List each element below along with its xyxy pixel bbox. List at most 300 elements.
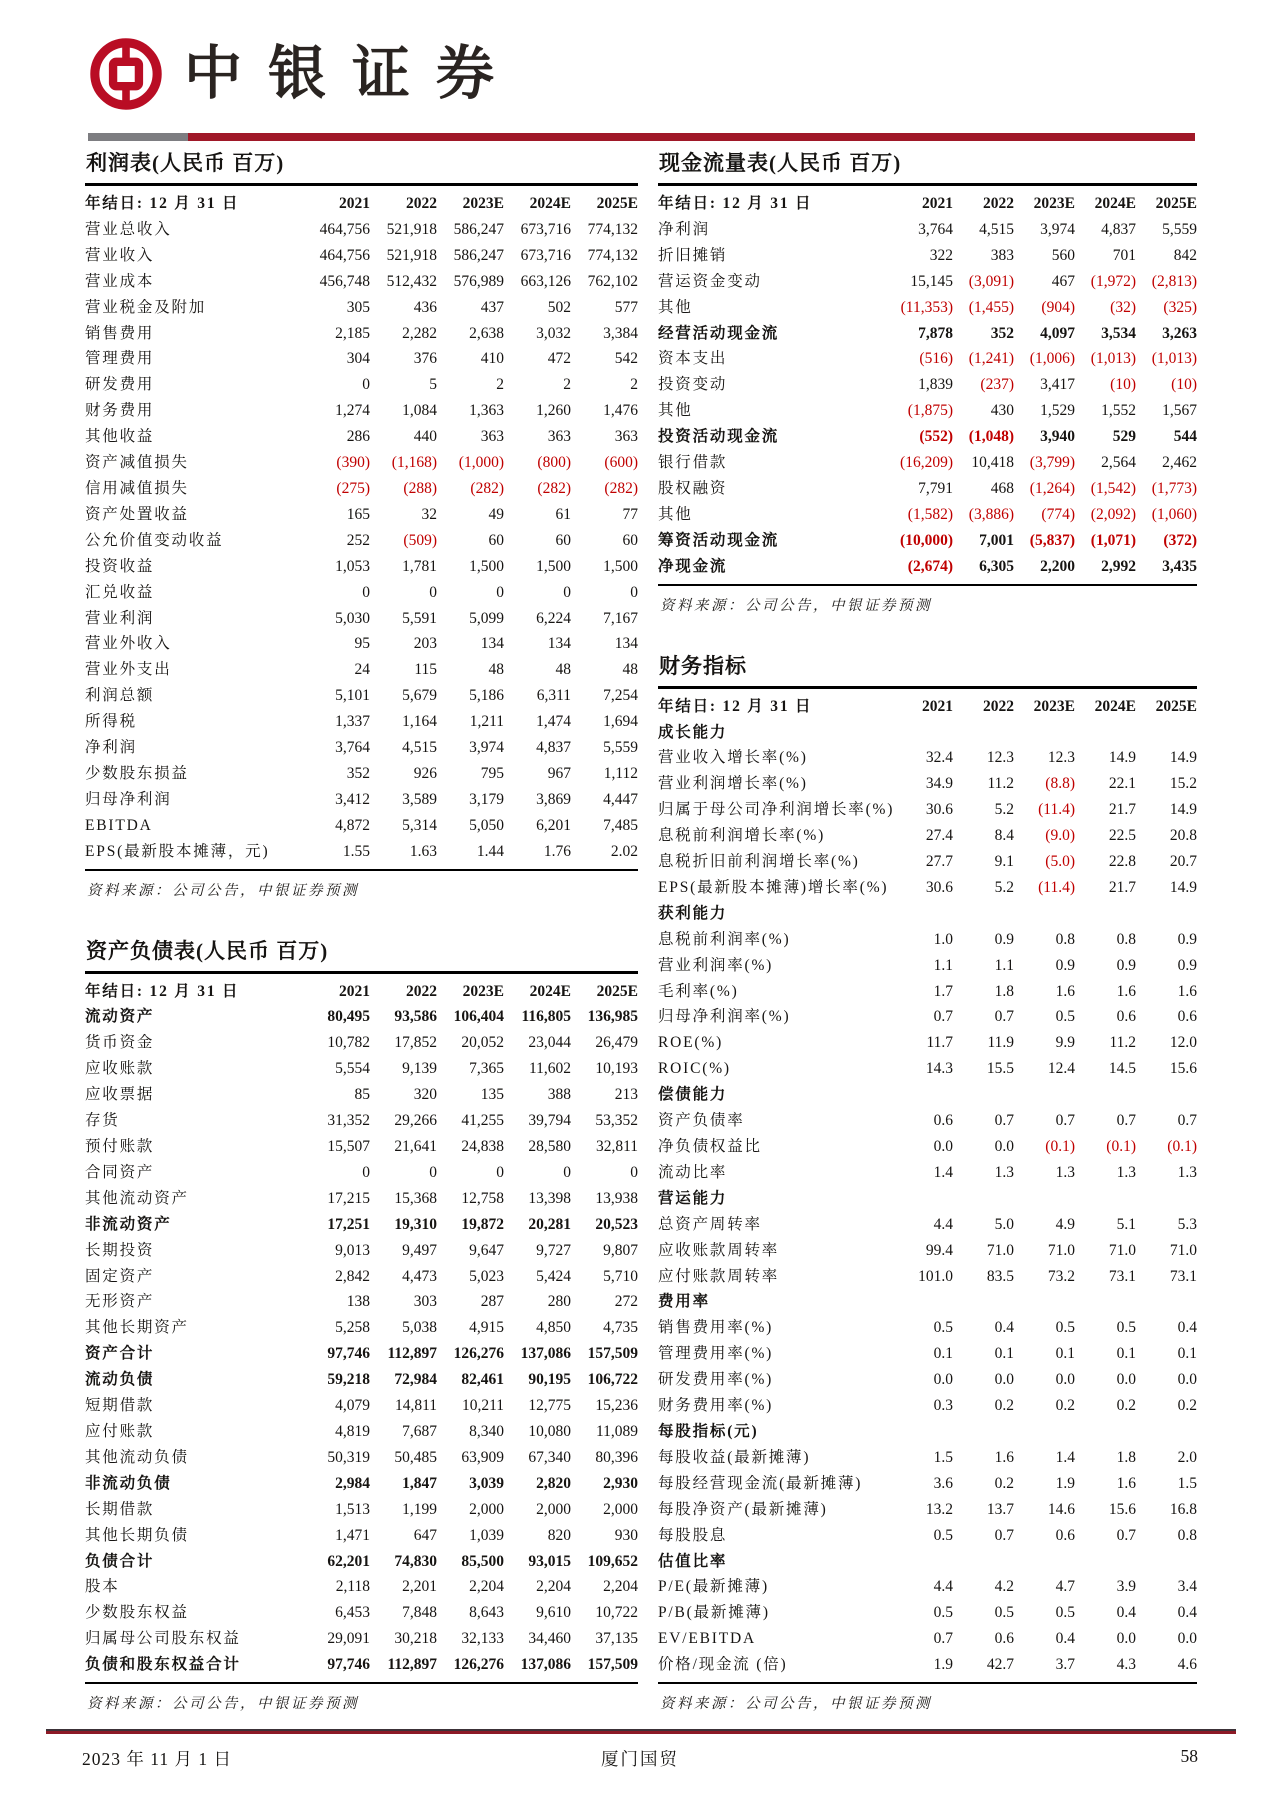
cell-value: 41,255 bbox=[461, 1112, 504, 1130]
cell-value: (10) bbox=[1171, 376, 1197, 394]
cell-value: 0.0 bbox=[1177, 1371, 1197, 1389]
cell-value: 1,199 bbox=[402, 1500, 437, 1518]
cell-value: 8.4 bbox=[994, 827, 1014, 845]
cell-value: 80,495 bbox=[327, 1008, 370, 1026]
cell-value: 2,984 bbox=[335, 1474, 370, 1492]
table-row bbox=[658, 528, 1197, 554]
table-row bbox=[85, 1419, 638, 1445]
cell-value: 468 bbox=[990, 479, 1014, 497]
row-label: 估值比率 bbox=[658, 1552, 728, 1570]
cell-value: 529 bbox=[1112, 428, 1136, 446]
cell-value: 22.1 bbox=[1108, 775, 1136, 793]
table-row bbox=[85, 269, 638, 295]
cell-value: 363 bbox=[547, 428, 571, 446]
cell-value: (2,092) bbox=[1090, 505, 1136, 523]
cell-value: 0.9 bbox=[1177, 956, 1197, 974]
table-row bbox=[658, 554, 1197, 580]
cell-value: 577 bbox=[614, 298, 638, 316]
cell-value: 83.5 bbox=[986, 1267, 1014, 1285]
row-label: 其他长期资产 bbox=[85, 1319, 189, 1337]
cell-value: (3,886) bbox=[968, 505, 1014, 523]
table-row bbox=[85, 606, 638, 632]
row-label: 流动资产 bbox=[85, 1008, 155, 1026]
cell-value: 13.7 bbox=[986, 1500, 1014, 1518]
table-row bbox=[658, 1652, 1197, 1678]
cell-value: 34.9 bbox=[925, 775, 953, 793]
cell-value: 62,201 bbox=[327, 1552, 370, 1570]
table-row bbox=[85, 1549, 638, 1575]
cell-value: 0.0 bbox=[994, 1138, 1014, 1155]
cell-value: 73.1 bbox=[1169, 1267, 1197, 1285]
cell-value: 5,314 bbox=[402, 816, 437, 834]
year-column-header: 2023E bbox=[462, 982, 504, 1000]
cell-value: 0.2 bbox=[994, 1397, 1014, 1415]
cell-value: 3,039 bbox=[469, 1474, 504, 1492]
cell-value: 0.4 bbox=[1055, 1630, 1075, 1648]
row-label: 营业外收入 bbox=[85, 635, 172, 653]
cell-value: 9.9 bbox=[1055, 1034, 1075, 1052]
cell-value: 0.0 bbox=[933, 1138, 953, 1155]
cell-value: 0.7 bbox=[1177, 1112, 1197, 1130]
table-row bbox=[658, 1497, 1197, 1523]
row-label: 应收账款周转率 bbox=[658, 1241, 780, 1259]
brand-name: 中银证券 bbox=[184, 41, 521, 106]
cell-value: 134 bbox=[480, 635, 504, 653]
cell-value: (11.4) bbox=[1038, 801, 1075, 819]
row-label: 营业利润 bbox=[85, 609, 155, 627]
table-row bbox=[85, 1626, 638, 1652]
cell-value: 287 bbox=[480, 1293, 504, 1311]
cell-value: 11,089 bbox=[595, 1422, 638, 1440]
cell-value: 2,282 bbox=[402, 324, 437, 342]
cell-value: 12.4 bbox=[1047, 1060, 1075, 1078]
cell-value: 0.7 bbox=[933, 1630, 953, 1648]
table-row bbox=[85, 1264, 638, 1290]
cell-value: (2,674) bbox=[907, 557, 953, 575]
cell-value: 1,471 bbox=[335, 1526, 370, 1544]
cell-value: 7,254 bbox=[603, 687, 638, 705]
cell-value: 115 bbox=[414, 661, 437, 679]
cell-value: 2,204 bbox=[603, 1578, 638, 1596]
year-column-header: 2021 bbox=[922, 195, 953, 212]
table-header-row bbox=[658, 187, 1197, 217]
cell-value: (10) bbox=[1110, 376, 1136, 394]
cell-value: 77 bbox=[622, 505, 638, 523]
section-row bbox=[658, 720, 1197, 746]
cell-value: 0.3 bbox=[933, 1397, 953, 1415]
cell-value: (32) bbox=[1110, 298, 1136, 316]
header-divider-gray-segment bbox=[88, 133, 188, 141]
cell-value: 20,281 bbox=[528, 1215, 571, 1233]
cell-value: 0.5 bbox=[994, 1604, 1014, 1622]
cell-value: 4.4 bbox=[933, 1578, 953, 1596]
cell-value: 11.2 bbox=[1109, 1034, 1136, 1052]
cell-value: 0.1 bbox=[994, 1345, 1014, 1363]
cell-value: 0 bbox=[563, 583, 571, 601]
cell-value: 352 bbox=[346, 764, 370, 782]
year-column-header: 2025E bbox=[1155, 697, 1197, 715]
cash-flow-statement-table bbox=[658, 146, 1197, 615]
table-row bbox=[85, 1315, 638, 1341]
table-header-row bbox=[85, 187, 638, 217]
cell-value: (552) bbox=[919, 428, 953, 446]
source-note: 资料来源：公司公告，中银证券预测 bbox=[660, 597, 932, 614]
table-row bbox=[658, 1600, 1197, 1626]
cell-value: 586,247 bbox=[453, 220, 504, 238]
cell-value: 701 bbox=[1112, 246, 1136, 264]
table-header-row bbox=[85, 975, 638, 1005]
table-row bbox=[658, 1523, 1197, 1549]
cell-value: 3,032 bbox=[536, 324, 571, 342]
cell-value: 4,097 bbox=[1040, 324, 1075, 342]
cell-value: 136,985 bbox=[587, 1008, 638, 1026]
year-column-header: 2022 bbox=[983, 195, 1014, 212]
cell-value: (0.1) bbox=[1045, 1138, 1075, 1155]
cell-value: 0.0 bbox=[933, 1371, 953, 1389]
table-row bbox=[85, 372, 638, 398]
table-row bbox=[658, 1471, 1197, 1497]
cell-value: 106,722 bbox=[587, 1371, 638, 1389]
row-label: 营业收入 bbox=[85, 246, 155, 264]
cell-value: 14.9 bbox=[1169, 749, 1197, 767]
cell-value: (1,013) bbox=[1151, 350, 1197, 368]
cell-value: 2 bbox=[496, 376, 504, 394]
cell-value: (16,209) bbox=[900, 454, 953, 472]
row-label: 所得税 bbox=[85, 713, 137, 731]
cell-value: 0 bbox=[563, 1163, 571, 1181]
cell-value: 0 bbox=[429, 1163, 437, 1181]
table-row bbox=[658, 1160, 1197, 1186]
cell-value: 0.2 bbox=[1116, 1397, 1136, 1415]
cell-value: 112,897 bbox=[387, 1656, 437, 1674]
row-label: 研发费用 bbox=[85, 376, 155, 394]
cell-value: 3,869 bbox=[536, 790, 571, 808]
cell-value: 2,201 bbox=[402, 1578, 437, 1596]
cell-value: 1,337 bbox=[335, 713, 370, 731]
cell-value: 3.9 bbox=[1116, 1578, 1136, 1596]
cell-value: 2.02 bbox=[610, 842, 638, 860]
cell-value: 663,126 bbox=[520, 272, 571, 290]
cell-value: 1,039 bbox=[469, 1526, 504, 1544]
cell-value: 29,091 bbox=[327, 1630, 370, 1648]
cell-value: 352 bbox=[990, 324, 1014, 342]
cell-value: 2 bbox=[630, 376, 638, 394]
row-label: 营运能力 bbox=[658, 1189, 728, 1207]
cell-value: 305 bbox=[346, 298, 370, 316]
cell-value: 1,053 bbox=[335, 557, 370, 575]
table-title: 资产负债表(人民币 百万) bbox=[86, 938, 329, 963]
row-label: 总资产周转率 bbox=[658, 1215, 762, 1233]
cell-value: 20.8 bbox=[1169, 827, 1197, 845]
cell-value: 0 bbox=[362, 583, 370, 601]
table-row bbox=[658, 823, 1197, 849]
cell-value: 4,473 bbox=[402, 1267, 437, 1285]
table-row bbox=[85, 1523, 638, 1549]
row-label: P/B(最新摊薄) bbox=[658, 1604, 770, 1622]
cell-value: (390) bbox=[336, 454, 370, 472]
cell-value: 17,852 bbox=[394, 1034, 437, 1052]
cell-value: 5,679 bbox=[402, 687, 437, 705]
cell-value: 12,775 bbox=[528, 1397, 571, 1415]
row-label: 资产处置收益 bbox=[85, 505, 189, 523]
year-column-header: 2025E bbox=[596, 982, 638, 1000]
cell-value: 4,735 bbox=[603, 1319, 638, 1337]
cell-value: 9,807 bbox=[603, 1241, 638, 1259]
cell-value: 1.6 bbox=[1116, 982, 1136, 1000]
cell-value: 376 bbox=[413, 350, 437, 368]
cell-value: 12.3 bbox=[986, 749, 1014, 767]
cell-value: 542 bbox=[614, 350, 638, 368]
cell-value: 85,500 bbox=[461, 1552, 504, 1570]
cell-value: 31,352 bbox=[327, 1112, 370, 1130]
cell-value: 926 bbox=[413, 764, 437, 782]
cell-value: 363 bbox=[614, 428, 638, 446]
table-row bbox=[658, 1393, 1197, 1419]
cell-value: 5,101 bbox=[335, 687, 370, 705]
cell-value: 2 bbox=[563, 376, 571, 394]
cell-value: 21.7 bbox=[1108, 878, 1136, 896]
cell-value: 0 bbox=[496, 583, 504, 601]
cell-value: 3,263 bbox=[1162, 324, 1197, 342]
cell-value: 6,201 bbox=[536, 816, 571, 834]
row-label: 管理费用率(%) bbox=[658, 1345, 774, 1363]
cell-value: 1,513 bbox=[335, 1500, 370, 1518]
cell-value: 11.2 bbox=[987, 775, 1014, 793]
cell-value: 3,179 bbox=[469, 790, 504, 808]
cell-value: 26,479 bbox=[595, 1034, 638, 1052]
cell-value: 0.5 bbox=[933, 1604, 953, 1622]
cell-value: 15.2 bbox=[1169, 775, 1197, 793]
cell-value: 5,030 bbox=[335, 609, 370, 627]
table-row bbox=[85, 683, 638, 709]
cell-value: (282) bbox=[470, 479, 504, 497]
cell-value: 3,417 bbox=[1040, 376, 1075, 394]
row-label: 应付账款 bbox=[85, 1422, 155, 1440]
company-name: 厦门国贸 bbox=[601, 1749, 679, 1769]
cell-value: 1.44 bbox=[476, 842, 504, 860]
table-row bbox=[85, 631, 638, 657]
cell-value: 203 bbox=[413, 635, 437, 653]
row-label: 营业利润率(%) bbox=[658, 956, 774, 974]
row-label: 汇兑收益 bbox=[85, 583, 155, 601]
cell-value: 7,485 bbox=[603, 816, 638, 834]
table-row bbox=[85, 1134, 638, 1160]
cell-value: 49 bbox=[488, 505, 504, 523]
cell-value: (5,837) bbox=[1029, 531, 1075, 549]
cell-value: 673,716 bbox=[520, 220, 571, 238]
row-label: EPS(最新股本摊薄)增长率(%) bbox=[658, 878, 889, 896]
cell-value: 73.1 bbox=[1108, 1267, 1136, 1285]
cell-value: 272 bbox=[614, 1293, 638, 1311]
cell-value: 2,200 bbox=[1040, 557, 1075, 575]
table-row bbox=[658, 269, 1197, 295]
table-row bbox=[658, 1212, 1197, 1238]
cell-value: 0.2 bbox=[1177, 1397, 1197, 1415]
cell-value: 544 bbox=[1173, 428, 1197, 446]
cell-value: 27.4 bbox=[925, 827, 953, 845]
cell-value: 0.9 bbox=[1116, 956, 1136, 974]
cell-value: 4.2 bbox=[994, 1578, 1014, 1596]
cell-value: 0.4 bbox=[994, 1319, 1014, 1337]
cell-value: (3,091) bbox=[968, 272, 1014, 290]
cell-value: (904) bbox=[1041, 298, 1075, 316]
row-label: 存货 bbox=[85, 1112, 120, 1130]
table-row bbox=[85, 1367, 638, 1393]
cell-value: 2,000 bbox=[536, 1500, 571, 1518]
cell-value: 7,001 bbox=[979, 531, 1014, 549]
cell-value: 2,462 bbox=[1162, 454, 1197, 472]
section-row bbox=[658, 1419, 1197, 1445]
cell-value: 4.4 bbox=[933, 1215, 953, 1233]
cell-value: (516) bbox=[919, 350, 953, 368]
table-row bbox=[85, 1056, 638, 1082]
year-column-header: 2021 bbox=[922, 697, 953, 715]
cell-value: 15.6 bbox=[1108, 1500, 1136, 1518]
cell-value: (1,972) bbox=[1090, 272, 1136, 290]
cell-value: 1,839 bbox=[918, 376, 953, 394]
cell-value: 304 bbox=[346, 350, 370, 368]
table-row bbox=[658, 398, 1197, 424]
table-row bbox=[658, 321, 1197, 347]
cell-value: 14.9 bbox=[1108, 749, 1136, 767]
cell-value: 820 bbox=[547, 1526, 571, 1544]
table-row bbox=[658, 1134, 1197, 1160]
row-label: 银行借款 bbox=[658, 454, 728, 472]
row-label: 其他 bbox=[658, 505, 693, 523]
row-label: 少数股东权益 bbox=[85, 1604, 189, 1622]
table-row bbox=[658, 1238, 1197, 1264]
cell-value: (325) bbox=[1163, 298, 1197, 316]
cell-value: 0.0 bbox=[1177, 1630, 1197, 1648]
cell-value: 576,989 bbox=[453, 272, 504, 290]
cell-value: 0.7 bbox=[994, 1008, 1014, 1026]
row-label: 应收账款 bbox=[85, 1060, 155, 1078]
cell-value: 5,591 bbox=[402, 609, 437, 627]
row-label: 净负债权益比 bbox=[658, 1138, 762, 1155]
table-row bbox=[85, 1238, 638, 1264]
cell-value: 22.5 bbox=[1108, 827, 1136, 845]
cell-value: 4,819 bbox=[335, 1422, 370, 1440]
cell-value: 5.2 bbox=[994, 801, 1014, 819]
cell-value: 0.7 bbox=[994, 1112, 1014, 1130]
cell-value: 80,396 bbox=[595, 1448, 638, 1466]
row-label: 负债合计 bbox=[85, 1552, 155, 1570]
table-row bbox=[658, 1626, 1197, 1652]
balance-sheet-table bbox=[85, 934, 638, 1713]
cell-value: 1.6 bbox=[1116, 1474, 1136, 1492]
table-row bbox=[658, 1341, 1197, 1367]
cell-value: 1,847 bbox=[402, 1474, 437, 1492]
cell-value: 1,476 bbox=[603, 402, 638, 420]
cell-value: 1,500 bbox=[603, 557, 638, 575]
cell-value: 1.8 bbox=[1116, 1448, 1136, 1466]
cell-value: (0.1) bbox=[1106, 1138, 1136, 1155]
cell-value: 0.2 bbox=[994, 1474, 1014, 1492]
right-column bbox=[658, 146, 1197, 1713]
row-label: 公允价值变动收益 bbox=[85, 531, 224, 549]
cell-value: 3,412 bbox=[335, 790, 370, 808]
cell-value: (1,875) bbox=[907, 402, 953, 420]
cell-value: 1,112 bbox=[603, 764, 638, 782]
cell-value: 5,424 bbox=[536, 1267, 571, 1285]
cell-value: 0.5 bbox=[1055, 1008, 1075, 1026]
cell-value: 1,500 bbox=[469, 557, 504, 575]
row-label: 研发费用率(%) bbox=[658, 1371, 774, 1389]
cell-value: 28,580 bbox=[528, 1138, 571, 1155]
cell-value: 7,848 bbox=[402, 1604, 437, 1622]
cell-value: 1,781 bbox=[402, 557, 437, 575]
table-row bbox=[658, 1315, 1197, 1341]
cell-value: 4,837 bbox=[1101, 220, 1136, 238]
cell-value: (11,353) bbox=[900, 298, 953, 316]
cell-value: 2,930 bbox=[603, 1474, 638, 1492]
left-column bbox=[85, 146, 638, 1713]
cell-value: 0.7 bbox=[933, 1008, 953, 1026]
cell-value: 101.0 bbox=[918, 1267, 953, 1285]
cell-value: 0.6 bbox=[1055, 1526, 1075, 1544]
cell-value: 1.76 bbox=[543, 842, 571, 860]
row-header-label: 年结日: 12 月 31 日 bbox=[85, 982, 240, 1000]
table-row bbox=[85, 1574, 638, 1600]
cell-value: 14.9 bbox=[1169, 801, 1197, 819]
cell-value: (600) bbox=[604, 454, 638, 472]
cell-value: 5 bbox=[429, 376, 437, 394]
cell-value: 4,872 bbox=[335, 816, 370, 834]
row-label: P/E(最新摊薄) bbox=[658, 1578, 769, 1596]
cell-value: 1,260 bbox=[536, 402, 571, 420]
cell-value: 1.7 bbox=[933, 982, 953, 1000]
table-row bbox=[85, 476, 638, 502]
row-label: 资产合计 bbox=[85, 1345, 155, 1363]
table-row bbox=[85, 1393, 638, 1419]
cell-value: 0.5 bbox=[933, 1319, 953, 1337]
cell-value: (282) bbox=[604, 479, 638, 497]
cell-value: 19,872 bbox=[461, 1215, 504, 1233]
row-label: 归母净利润 bbox=[85, 790, 172, 808]
cell-value: 1,500 bbox=[536, 557, 571, 575]
header-divider-red-segment bbox=[188, 133, 1195, 141]
cell-value: 61 bbox=[555, 505, 571, 523]
row-label: 费用率 bbox=[658, 1293, 710, 1311]
row-label: 资产减值损失 bbox=[85, 454, 189, 472]
cell-value: 60 bbox=[622, 531, 638, 549]
cell-value: 1,164 bbox=[402, 713, 437, 731]
cell-value: 2,638 bbox=[469, 324, 504, 342]
cell-value: 60 bbox=[488, 531, 504, 549]
year-column-header: 2024E bbox=[529, 195, 571, 212]
cell-value: 109,652 bbox=[587, 1552, 638, 1570]
cell-value: 673,716 bbox=[520, 246, 571, 264]
cell-value: 320 bbox=[413, 1086, 437, 1104]
year-column-header: 2023E bbox=[1033, 697, 1075, 715]
row-label: EV/EBITDA bbox=[658, 1630, 756, 1648]
cell-value: 165 bbox=[346, 505, 370, 523]
cell-value: (1,264) bbox=[1029, 479, 1075, 497]
cell-value: 0.6 bbox=[1177, 1008, 1197, 1026]
table-row bbox=[85, 735, 638, 761]
cell-value: 2,204 bbox=[469, 1578, 504, 1596]
cell-value: 74,830 bbox=[394, 1552, 437, 1570]
cell-value: 303 bbox=[413, 1293, 437, 1311]
cell-value: 138 bbox=[346, 1293, 370, 1311]
table-row bbox=[658, 372, 1197, 398]
row-label: 股权融资 bbox=[658, 479, 728, 497]
cell-value: (2,813) bbox=[1151, 272, 1197, 290]
cell-value: 134 bbox=[547, 635, 571, 653]
cell-value: 930 bbox=[614, 1526, 638, 1544]
cell-value: 0.1 bbox=[1177, 1345, 1197, 1363]
cell-value: 363 bbox=[480, 428, 504, 446]
